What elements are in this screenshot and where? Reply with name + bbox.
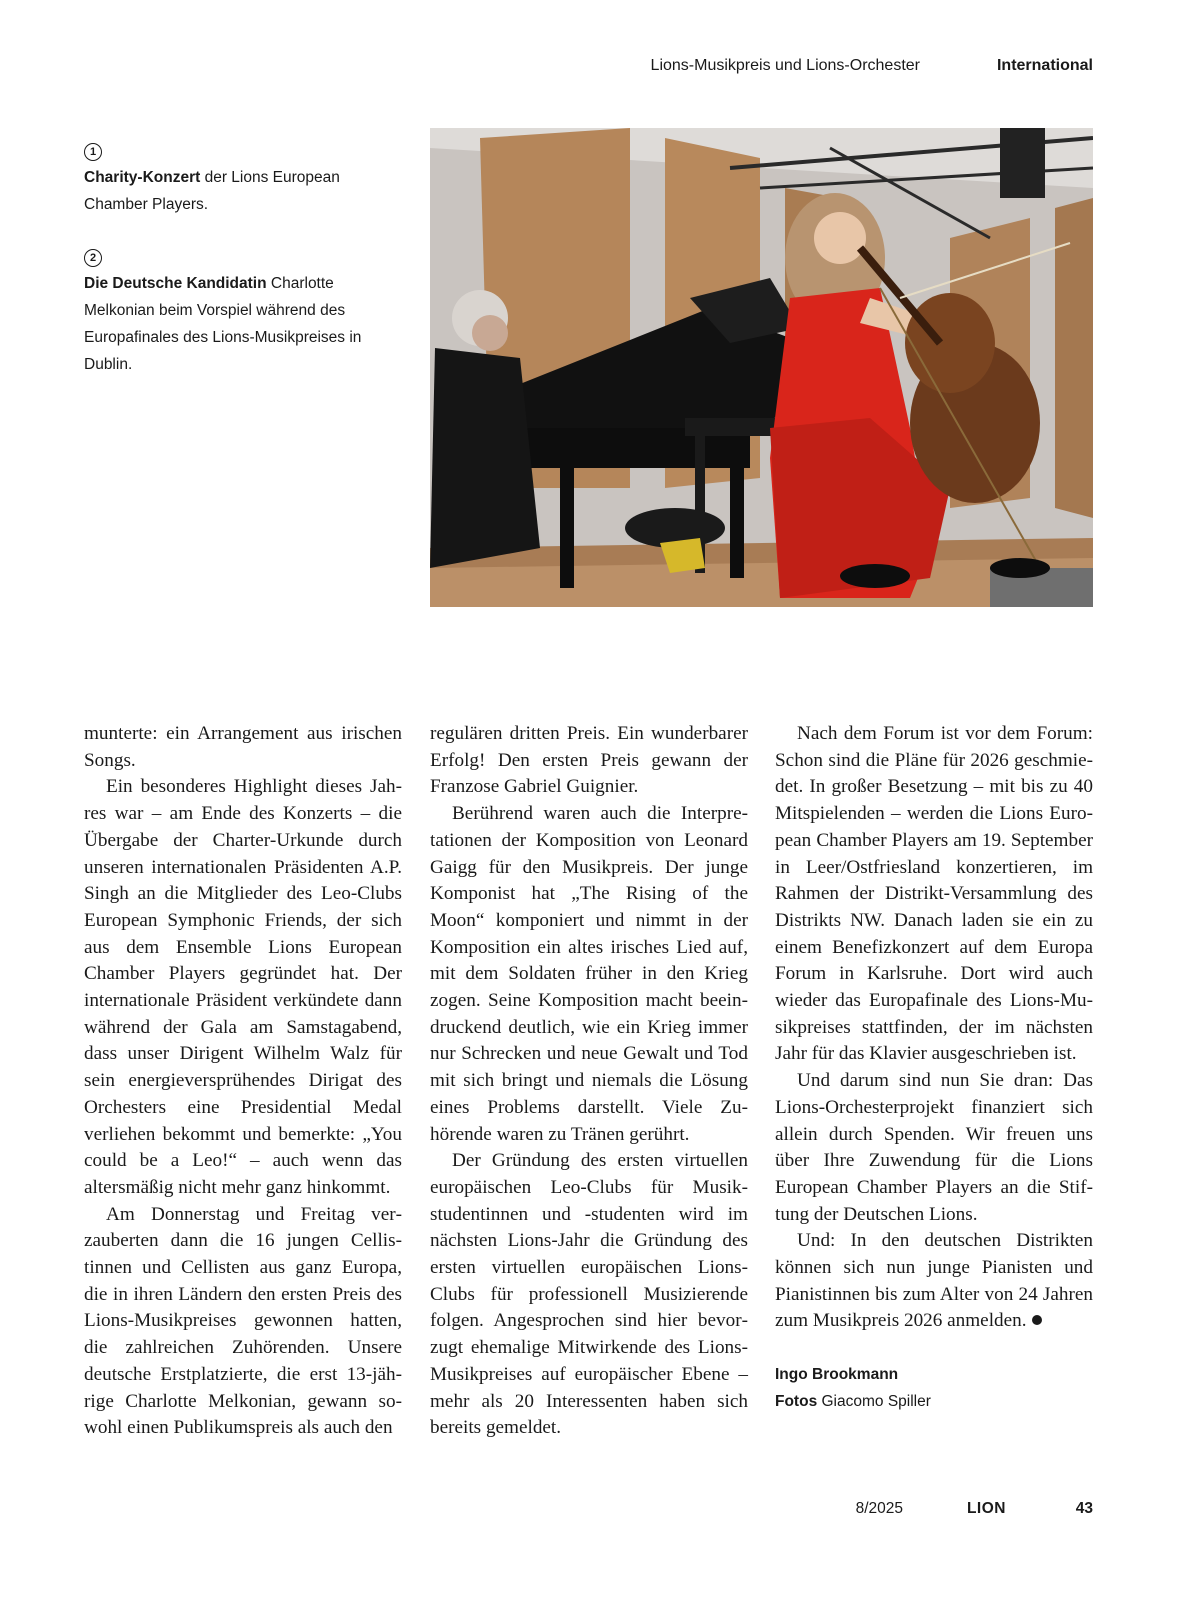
paragraph: Ein besonderes Highlight dieses Jahres war – am Ende des Konzerts – die Übergabe der Charter-Urkunde durch unseren internationalen Präsidenten A.P. Singh an die Mitglieder des Leo-Clubs European Symphonic Friends, der sich aus dem Ensemble Lions European Chamber Players gegründet hat. Der internationale Präsident verkündete dann während der Gala am Samstagabend, dass unser Dirigent Wilhelm Walz für sein energieversprühendes Dirigat des Orchesters eine Presidential Medal verliehen bekommt und bemerkte: „You could be a Leo!“ – auch wenn das altersmäßig nicht mehr ganz hinkommt. <box>84 776 402 1198</box>
end-mark-icon <box>1032 1315 1042 1325</box>
author-name: Ingo Brookmann <box>775 1366 899 1384</box>
caption-2-text: Charlotte Melkonian beim Vorspiel während des Europafinales des Lions-Musikpreises in Dublin. <box>84 275 362 373</box>
issue-number: 8/2025 <box>855 1500 903 1517</box>
paragraph: Nach dem Forum ist vor dem Forum: Schon sind die Pläne für 2026 geschmiedet. In großer Besetzung – mit bis zu 40 Mitspielenden – werden die Lions European Chamber Players am 19. September in Leer/Ostfriesland konzertieren, im Rahmen der Distrikt-Versammlung des Distrikts NW. Danach laden sie ein zu einem Benefizkonzert auf dem Europa Forum in Karlsruhe. Dort wird auch wieder das Europafinale des Lions-Musikpreises stattfinden, der im nächsten Jahr für das Klavier ausgeschrieben ist. <box>775 723 1093 1065</box>
paragraph: Am Donnerstag und Freitag verzauberten dann die 16 jungen Cellistinnen und Cellisten aus ganz Europa, die in ihren Ländern den ersten Preis des Lions-Musikpreises gewonnen hatten, die zahlreichen Zuhörenden. Unsere deutsche Erstplatzierte, die erst 13-jährige Charlotte Melkonian, gewann sowohl einen Publikumspreis als auch den <box>84 1203 402 1439</box>
concert-photo <box>430 128 1093 607</box>
caption-1-text: der Lions European Chamber Players. <box>84 168 340 213</box>
caption-1 <box>84 138 374 218</box>
caption-1-bold: Charity-Konzert <box>84 168 201 186</box>
article-credits <box>775 1361 1093 1415</box>
article-column-1 <box>84 721 402 1442</box>
paragraph: Berührend waren auch die Interpretationen der Komposition von Leonard Gaigg für den Musikpreis. Der junge Komponist hat „The Rising of the Moon“ komponiert und nimmt in der Komposition ein altes irisches Lied auf, mit dem Soldaten früher in den Krieg zogen. Seine Komposition macht beeindruckend deutlich, wie ein Krieg immer nur Schrecken und neue Gewalt und Tod mit sich bringt und niemals die Lösung eines Problems darstellt. Viele Zuhörende waren zu Tränen gerührt. <box>430 803 748 1145</box>
photo-captions <box>84 138 374 404</box>
article-column-3 <box>775 721 1093 1415</box>
photo-credit <box>775 1388 1093 1415</box>
caption-number-2: 2 <box>84 249 102 267</box>
article-column-2 <box>430 721 748 1442</box>
running-head <box>0 57 1093 79</box>
cellist-pianist-illustration <box>430 128 1093 607</box>
paragraph-last-text: Und: In den deutschen Distrikten können sich nun junge Pianisten und Pianistinnen bis zum Alter von 24 Jahren zum Musikpreis 2026 anmelden. <box>775 1230 1093 1332</box>
photo-credit-label: Fotos <box>775 1393 818 1411</box>
paragraph: munterte: ein Arrangement aus irischen Songs. <box>84 723 402 771</box>
running-head-section: International <box>996 57 1093 74</box>
magazine-name: LION <box>966 1500 1006 1517</box>
paragraph-last <box>775 1228 1093 1335</box>
paragraph: Und darum sind nun Sie dran: Das Lions-Orchesterprojekt finanziert sich allein durch Spenden. Wir freuen uns über Ihre Zuwendung für die Lions European Chamber Players an die Stiftung der Deutschen Lions. <box>775 1070 1093 1225</box>
caption-2-bold: Die Deutsche Kandidatin <box>84 275 267 293</box>
photographer-name: Giacomo Spiller <box>821 1393 931 1411</box>
page-number: 43 <box>1075 1500 1093 1517</box>
caption-number-1: 1 <box>84 143 102 161</box>
running-head-title: Lions-Musikpreis und Lions-Orchester <box>650 57 920 74</box>
paragraph: Der Gründung des ersten virtuellen europäischen Leo-Clubs für Musikstudentinnen und -studenten wird im nächsten Lions-Jahr die Gründung des ersten virtuellen europäischen Lions-Clubs für professionell Musizierende folgen. Angesprochen sind hier bevorzugt ehemalige Mitwirkende des Lions-Musikpreises auf europäischer Ebene – mehr als 20 Interessenten haben sich bereits gemeldet. <box>430 1150 748 1439</box>
caption-2 <box>84 244 374 378</box>
page-footer <box>0 1500 1093 1522</box>
paragraph: regulären dritten Preis. Ein wunderbarer Erfolg! Den ersten Preis gewann der Franzose Gabriel Guignier. <box>430 723 748 798</box>
